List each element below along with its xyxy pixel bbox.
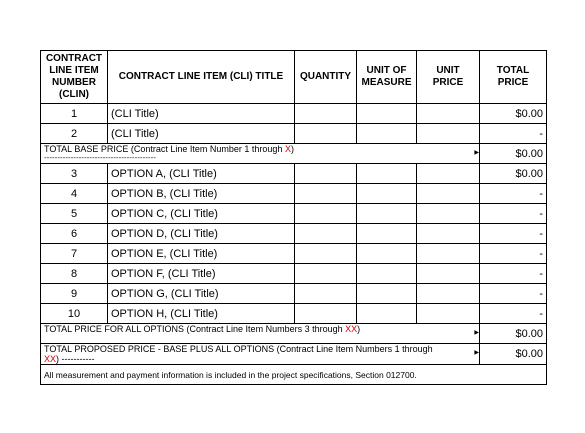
quantity-cell [295,284,357,304]
unit-price-cell [417,264,480,284]
clin-number: 2 [41,124,108,144]
header-unit-price: UNIT PRICE [417,51,480,104]
unit-price-cell [417,104,480,124]
base-total-label [41,144,480,164]
options-total-label-close: ) [357,324,361,334]
cli-title: OPTION H, (CLI Title) [108,304,295,324]
cli-title: (CLI Title) [108,124,295,144]
header-quantity: QUANTITY [295,51,357,104]
unit-price-cell [417,244,480,264]
quantity-cell [295,164,357,184]
table-row [41,244,547,264]
clin-number: 1 [41,104,108,124]
table-row [41,104,547,124]
clin-number: 3 [41,164,108,184]
table-row [41,224,547,244]
quantity-cell [295,224,357,244]
unit-of-measure-cell [357,204,417,224]
table-row [41,304,547,324]
proposed-total-placeholder: XX [44,354,57,364]
cli-title: OPTION B, (CLI Title) [108,184,295,204]
quantity-cell [295,304,357,324]
proposed-total-label-text: TOTAL PROPOSED PRICE - BASE PLUS ALL OPTIONS (Contract Line Item Numbers 1 through [44,344,433,354]
unit-of-measure-cell [357,304,417,324]
proposed-total-label [41,344,480,365]
total-price-cell: - [480,204,547,224]
quantity-cell [295,244,357,264]
table-row [41,164,547,184]
cli-title: OPTION F, (CLI Title) [108,264,295,284]
header-clin: CONTRACT LINE ITEM NUMBER (CLIN) [41,51,108,104]
unit-price-cell [417,224,480,244]
table-row [41,284,547,304]
options-total-row [41,324,547,344]
total-price-cell: $0.00 [480,164,547,184]
price-schedule-table [40,50,547,385]
base-total-label-text: TOTAL BASE PRICE (Contract Line Item Number 1 through [44,144,285,154]
triangle-marker-icon: ▶ [474,330,479,336]
quantity-cell [295,204,357,224]
unit-price-cell [417,204,480,224]
header-cli-title: CONTRACT LINE ITEM (CLI) TITLE [108,51,295,104]
clin-number: 6 [41,224,108,244]
options-total-label [41,324,480,344]
cli-title: OPTION E, (CLI Title) [108,244,295,264]
proposed-total-value: $0.00 [480,344,547,365]
cli-title: OPTION A, (CLI Title) [108,164,295,184]
total-price-cell: $0.00 [480,104,547,124]
cli-title: OPTION G, (CLI Title) [108,284,295,304]
table-header-row [41,51,547,104]
table-row [41,124,547,144]
footnote-row [41,365,547,385]
unit-of-measure-cell [357,224,417,244]
options-total-label-text: TOTAL PRICE FOR ALL OPTIONS (Contract Line Item Numbers 3 through [44,324,346,334]
unit-price-cell [417,164,480,184]
quantity-cell [295,184,357,204]
header-unit-of-measure: UNIT OF MEASURE [357,51,417,104]
options-total-placeholder: XX [345,324,358,334]
total-price-cell: - [480,224,547,244]
total-price-cell: - [480,184,547,204]
options-total-value: $0.00 [480,324,547,344]
clin-number: 9 [41,284,108,304]
unit-of-measure-cell [357,164,417,184]
base-total-dashes: ------------------------------------------ [44,153,156,162]
base-total-placeholder: X [284,144,291,154]
base-total-row [41,144,547,164]
clin-number: 4 [41,184,108,204]
table-row [41,264,547,284]
unit-of-measure-cell [357,104,417,124]
unit-price-cell [417,304,480,324]
quantity-cell [295,104,357,124]
triangle-marker-icon: ▶ [474,150,479,156]
unit-of-measure-cell [357,244,417,264]
clin-number: 10 [41,304,108,324]
unit-price-cell [417,184,480,204]
total-price-cell: - [480,244,547,264]
base-total-value: $0.00 [480,144,547,164]
unit-price-cell [417,284,480,304]
total-price-cell: - [480,264,547,284]
cli-title: (CLI Title) [108,104,295,124]
unit-price-cell [417,124,480,144]
table-row [41,204,547,224]
clin-number: 5 [41,204,108,224]
total-price-cell: - [480,124,547,144]
cli-title: OPTION C, (CLI Title) [108,204,295,224]
total-price-cell: - [480,304,547,324]
base-total-label-close: ) [290,144,294,154]
unit-of-measure-cell [357,184,417,204]
triangle-marker-icon: ▶ [474,350,479,356]
total-price-cell: - [480,284,547,304]
proposed-total-row [41,344,547,365]
header-total-price: TOTAL PRICE [480,51,547,104]
quantity-cell [295,124,357,144]
clin-number: 7 [41,244,108,264]
unit-of-measure-cell [357,124,417,144]
unit-of-measure-cell [357,284,417,304]
table-row [41,184,547,204]
quantity-cell [295,264,357,284]
clin-number: 8 [41,264,108,284]
proposed-total-label-close: ) ----------- [56,354,95,364]
footnote-text: All measurement and payment information is included in the project specifications, Section 012700. [41,365,547,385]
cli-title: OPTION D, (CLI Title) [108,224,295,244]
unit-of-measure-cell [357,264,417,284]
